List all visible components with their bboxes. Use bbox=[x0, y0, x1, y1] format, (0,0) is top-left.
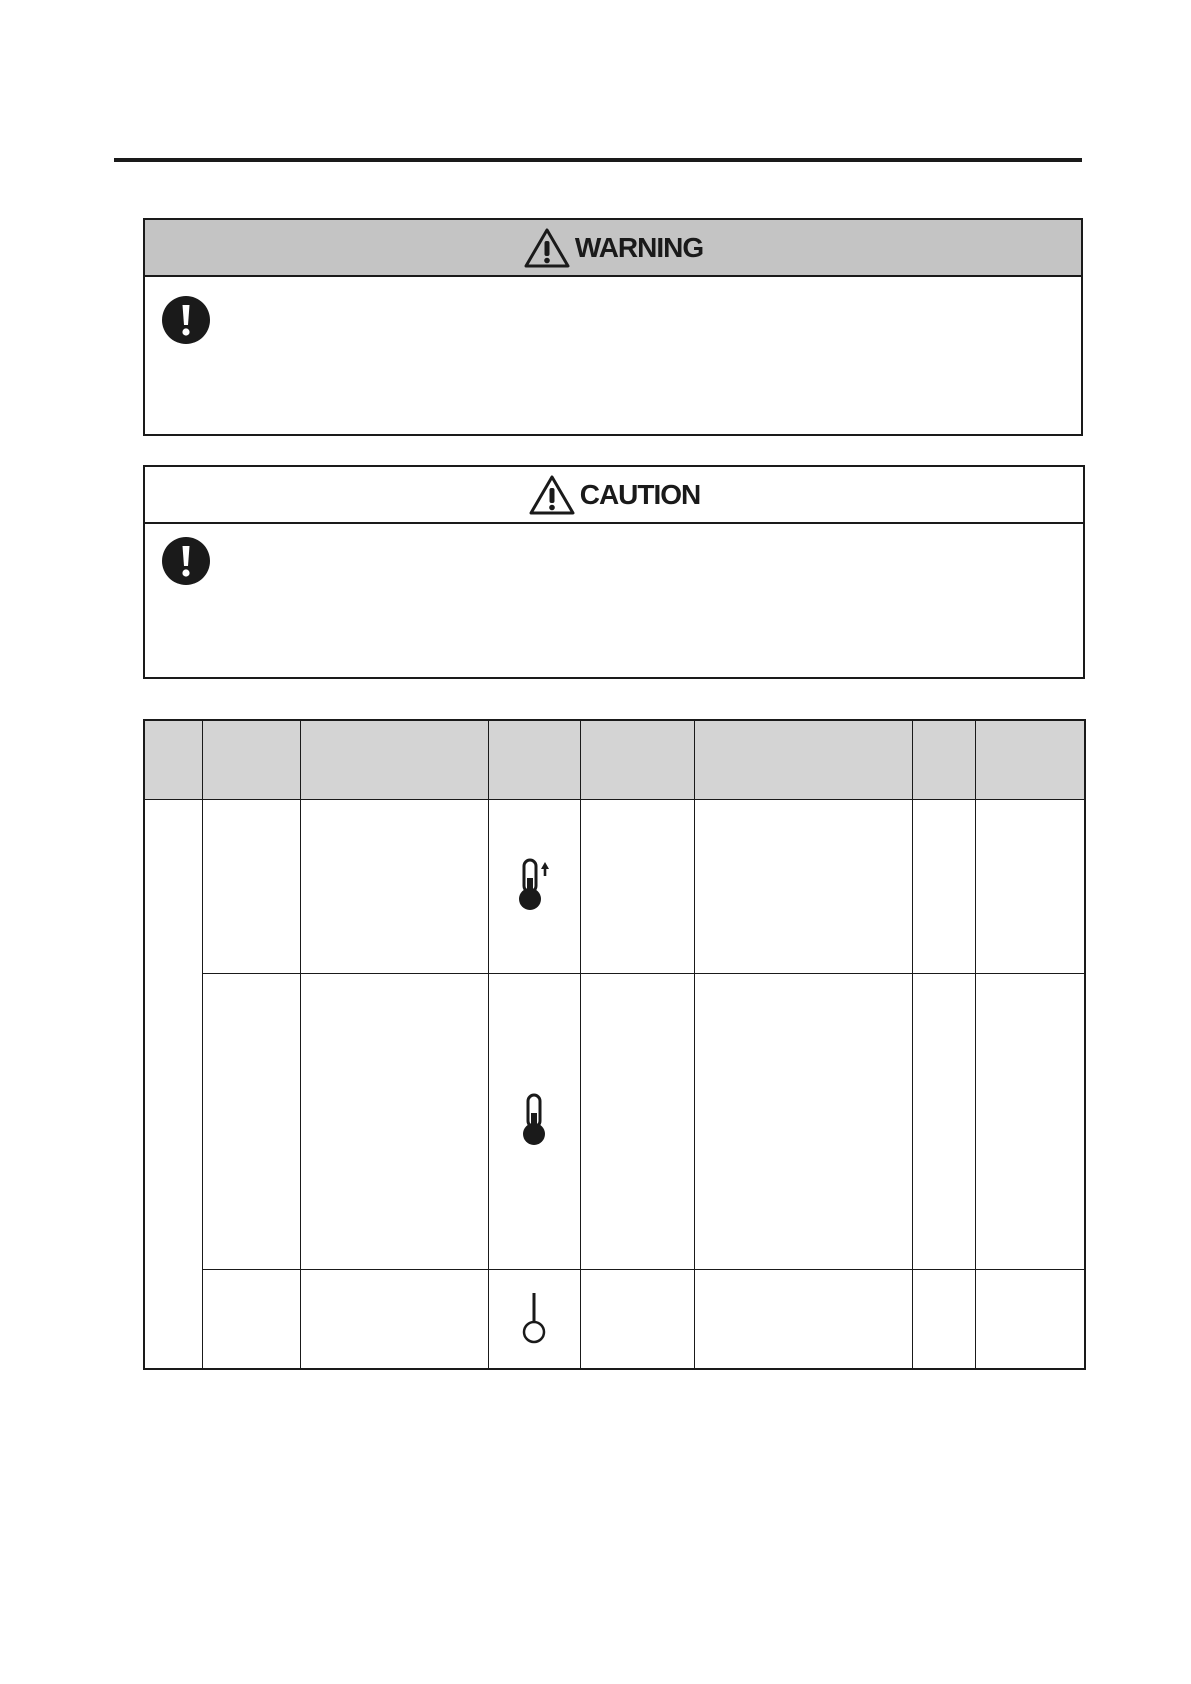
table-cell bbox=[694, 800, 912, 974]
warning-notice bbox=[143, 218, 1083, 436]
warning-triangle-icon bbox=[523, 227, 571, 269]
table-header-cell bbox=[912, 721, 975, 800]
table-header-cell bbox=[975, 721, 1086, 800]
table-cell bbox=[912, 800, 975, 974]
warning-header bbox=[145, 220, 1081, 277]
caution-title: CAUTION bbox=[579, 478, 701, 510]
table-cell bbox=[975, 1270, 1086, 1370]
table-header-cell bbox=[202, 721, 300, 800]
table-cell bbox=[145, 800, 202, 1370]
table-header-cell bbox=[488, 721, 580, 800]
section-rule bbox=[114, 158, 1082, 162]
caution-notice bbox=[143, 465, 1085, 679]
table-cell bbox=[202, 1270, 300, 1370]
table-cell bbox=[975, 974, 1086, 1270]
table-row bbox=[145, 1270, 1086, 1370]
table-row bbox=[145, 974, 1086, 1270]
mandatory-action-icon bbox=[161, 295, 211, 345]
table-cell bbox=[580, 974, 694, 1270]
table-cell-icon bbox=[488, 974, 580, 1270]
table-header-cell bbox=[300, 721, 488, 800]
table-header-cell bbox=[580, 721, 694, 800]
table-cell bbox=[202, 974, 300, 1270]
table-cell bbox=[580, 1270, 694, 1370]
table-cell bbox=[300, 974, 488, 1270]
table-cell bbox=[694, 1270, 912, 1370]
table-cell-icon bbox=[488, 800, 580, 974]
table-cell bbox=[300, 800, 488, 974]
table-header-cell bbox=[694, 721, 912, 800]
table-cell bbox=[975, 800, 1086, 974]
table-cell bbox=[694, 974, 912, 1270]
table-cell bbox=[912, 1270, 975, 1370]
spec-table bbox=[143, 719, 1086, 1370]
temperature-low-icon bbox=[518, 1289, 550, 1345]
temperature-high-icon bbox=[518, 1091, 550, 1147]
caution-header bbox=[145, 467, 1083, 524]
mandatory-action-icon bbox=[161, 536, 211, 586]
table-cell bbox=[202, 800, 300, 974]
table-cell-icon bbox=[488, 1270, 580, 1370]
table-header-cell bbox=[145, 721, 202, 800]
temperature-rising-icon bbox=[514, 856, 554, 912]
table-cell bbox=[300, 1270, 488, 1370]
warning-title: WARNING bbox=[574, 231, 704, 263]
table-cell bbox=[912, 974, 975, 1270]
warning-triangle-icon bbox=[528, 474, 576, 516]
table-cell bbox=[580, 800, 694, 974]
table-header-row bbox=[145, 721, 1086, 800]
table-row bbox=[145, 800, 1086, 974]
